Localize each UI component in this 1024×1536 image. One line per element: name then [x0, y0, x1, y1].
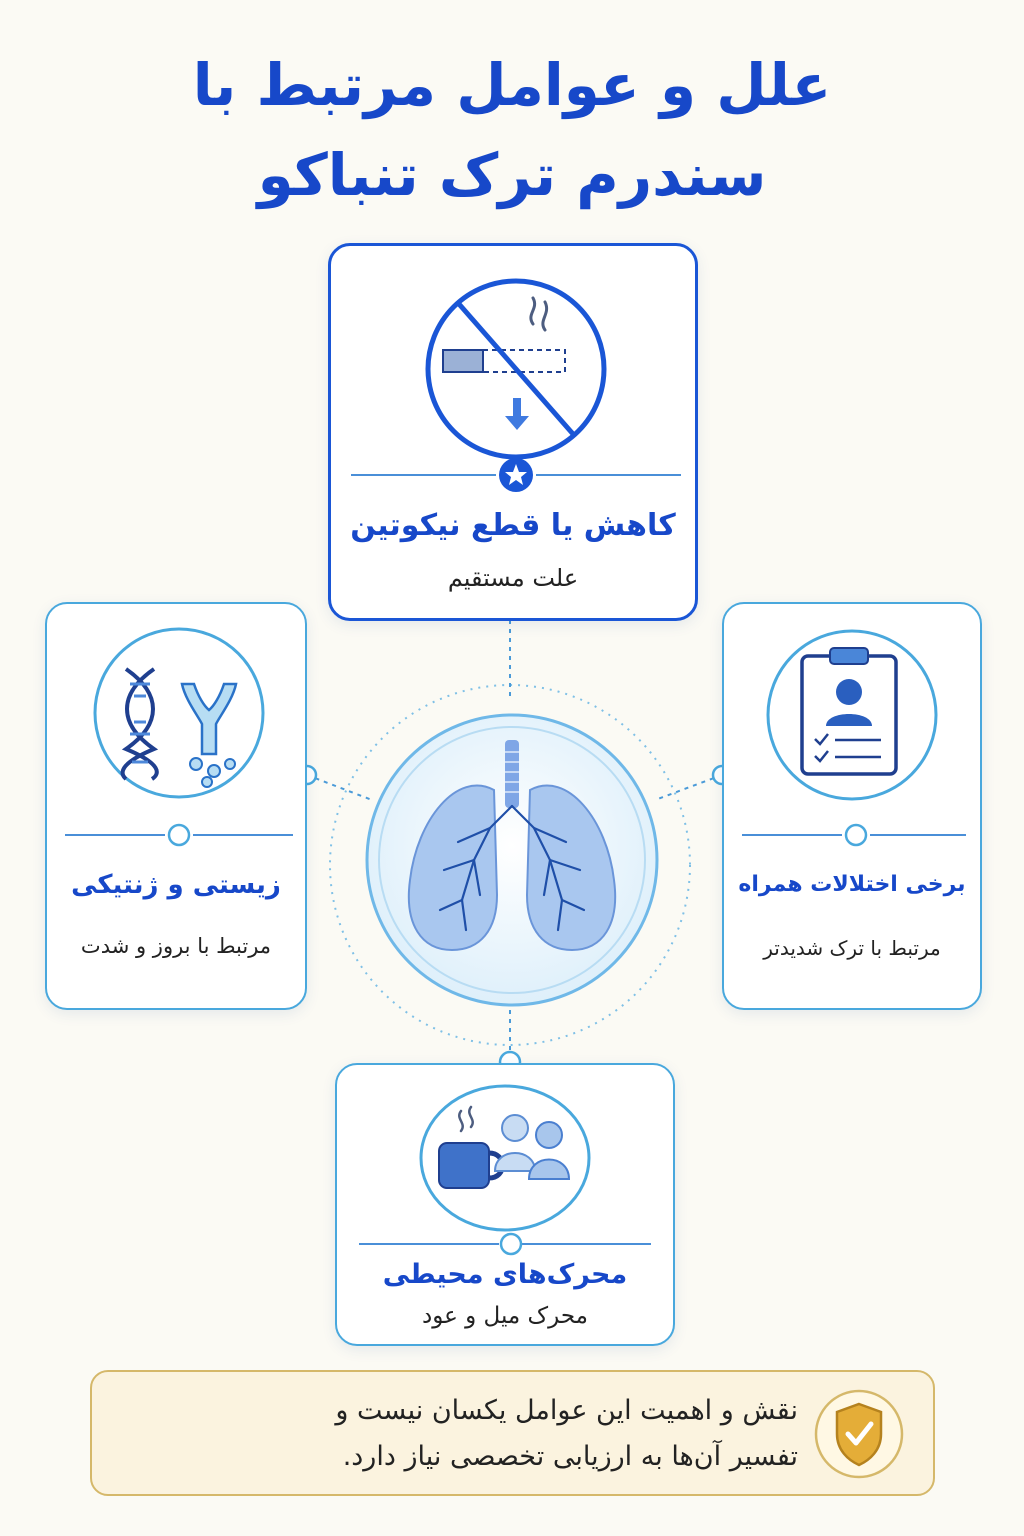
card-nicotine-reduction [328, 243, 698, 621]
card-subtitle: علت مستقیم [447, 564, 579, 592]
divider-right [536, 474, 681, 476]
card-subtitle: محرک میل و عود [421, 1303, 588, 1329]
card-title: برخی اختلالات همراه [738, 872, 966, 897]
card-biological-genetic [45, 602, 307, 1010]
divider-left [359, 1243, 499, 1245]
card-comorbid-disorders [722, 602, 982, 1010]
note-text [198, 1388, 798, 1480]
dna-receptor-icon [90, 624, 268, 802]
divider-right [521, 1243, 651, 1245]
divider-right [870, 834, 966, 836]
node-ring-icon [498, 1231, 524, 1257]
lungs-icon [362, 710, 662, 1010]
star-badge-icon [497, 456, 535, 494]
note-line-1: نقش و اهمیت این عوامل یکسان نیست و [335, 1395, 798, 1426]
card-title: زیستی و ژنتیکی [71, 870, 281, 900]
note-box [90, 1370, 935, 1496]
divider-left [351, 474, 496, 476]
card-subtitle: مرتبط با بروز و شدت [80, 934, 272, 958]
node-ring-icon [843, 822, 869, 848]
title-line-1: علل و عوامل مرتبط با [192, 51, 832, 119]
note-line-2: تفسیر آن‌ها به ارزیابی تخصصی نیاز دارد. [342, 1441, 798, 1472]
connector-right [655, 775, 722, 800]
divider-right [193, 834, 293, 836]
title-line-2: سندرم ترک تنباکو [257, 141, 767, 209]
card-title: کاهش یا قطع نیکوتین [350, 508, 676, 543]
shield-check-icon [813, 1388, 905, 1480]
node-ring-icon [166, 822, 192, 848]
divider-left [742, 834, 842, 836]
card-environmental-triggers [335, 1063, 675, 1346]
clipboard-patient-icon [763, 626, 941, 804]
card-title: محرک‌های محیطی [382, 1259, 628, 1290]
no-smoking-icon [421, 274, 611, 464]
card-subtitle: مرتبط با ترک شدیدتر [763, 936, 941, 960]
coffee-people-icon [417, 1083, 593, 1233]
divider-left [65, 834, 165, 836]
